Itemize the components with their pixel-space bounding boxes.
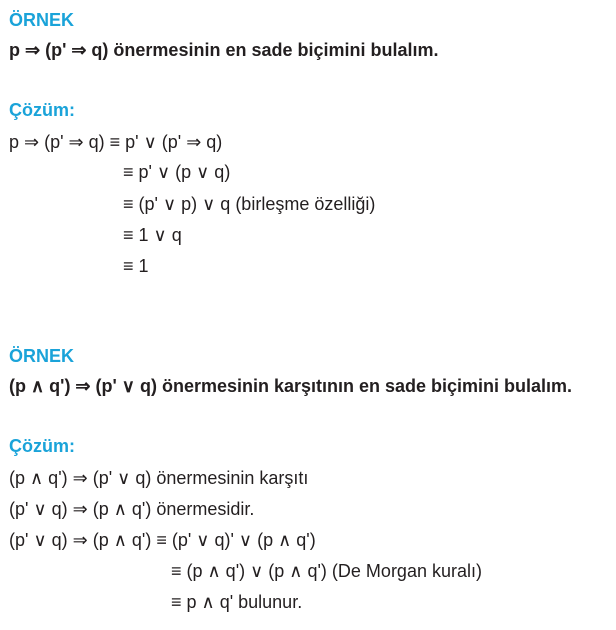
example-2-step-5: ≡ p ∧ q' bulunur. [171,592,303,612]
example-2-step-2: (p' ∨ q) ⇒ (p ∧ q') önermesidir. [9,499,255,519]
example-2-step-3: (p' ∨ q) ⇒ (p ∧ q') ≡ (p' ∨ q)' ∨ (p ∧ q') [9,530,316,550]
example-2-solution-heading: Çözüm: [9,436,75,456]
example-1-step-5: ≡ 1 [123,256,149,276]
example-1-step-3: ≡ (p' ∨ p) ∨ q (birleşme özelliği) [123,194,376,214]
example-1-step-2: ≡ p' ∨ (p ∨ q) [123,162,231,182]
example-2-step-1: (p ∧ q') ⇒ (p' ∨ q) önermesinin karşıtı [9,468,309,488]
example-2-problem: (p ∧ q') ⇒ (p' ∨ q) önermesinin karşıtının en sade biçimini bulalım. [9,376,573,396]
example-2-heading: ÖRNEK [9,346,75,366]
example-1-problem: p ⇒ (p' ⇒ q) önermesinin en sade biçimini bulalım. [9,40,439,60]
example-2-step-4: ≡ (p ∧ q') ∨ (p ∧ q') (De Morgan kuralı) [171,561,482,581]
example-1-heading: ÖRNEK [9,10,75,30]
example-1-step-4: ≡ 1 ∨ q [123,225,182,245]
example-1-step-1: p ⇒ (p' ⇒ q) ≡ p' ∨ (p' ⇒ q) [9,132,223,152]
example-1-solution-heading: Çözüm: [9,100,75,120]
